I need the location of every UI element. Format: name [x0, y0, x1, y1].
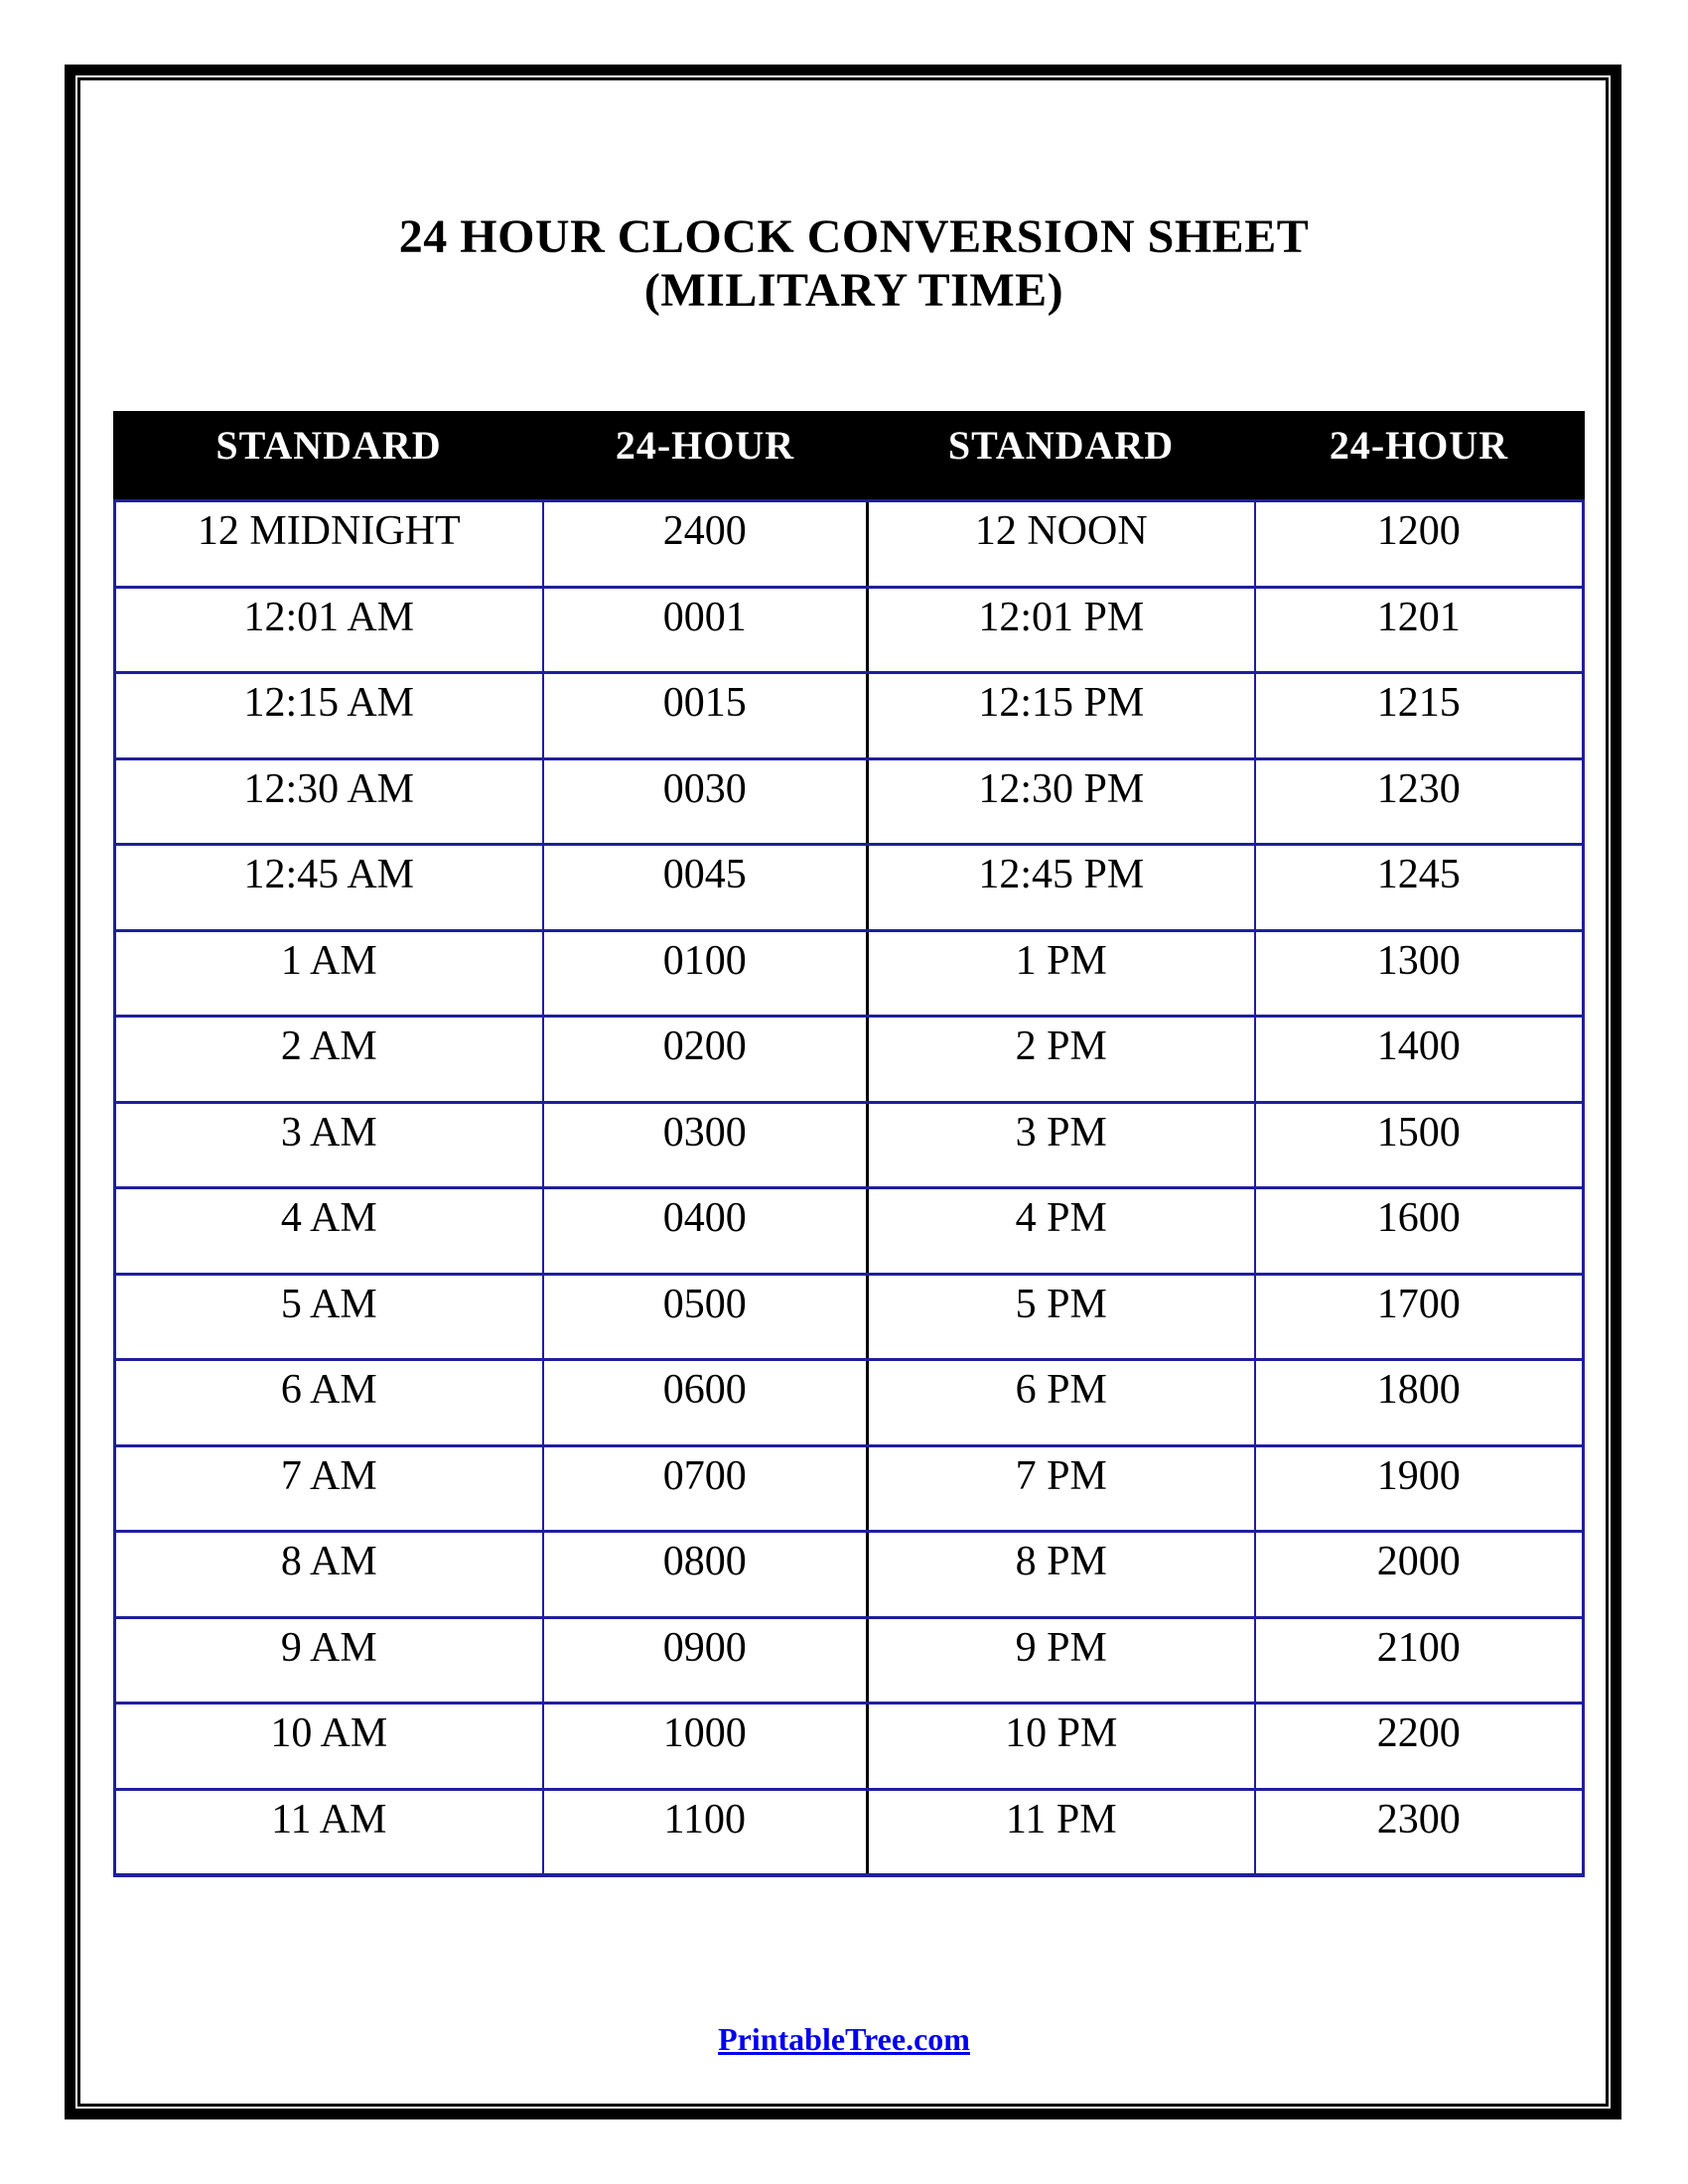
table-cell: 7 AM	[115, 1445, 543, 1532]
conversion-table-header	[115, 413, 1584, 501]
table-cell: 2400	[543, 501, 868, 588]
table-row	[115, 1617, 1584, 1704]
table-cell: 5 PM	[868, 1274, 1255, 1360]
table-cell: 6 AM	[115, 1360, 543, 1446]
table-cell: 12:01 PM	[868, 587, 1255, 673]
table-cell: 12:30 AM	[115, 758, 543, 845]
table-cell: 1800	[1255, 1360, 1584, 1446]
table-cell: 11 PM	[868, 1789, 1255, 1875]
table-cell: 12:01 AM	[115, 587, 543, 673]
table-row	[115, 501, 1584, 588]
table-cell: 7 PM	[868, 1445, 1255, 1532]
table-cell: 10 PM	[868, 1704, 1255, 1790]
col-header-standard-right: STANDARD	[868, 413, 1255, 501]
table-row	[115, 587, 1584, 673]
table-cell: 3 PM	[868, 1102, 1255, 1188]
table-cell: 2300	[1255, 1789, 1584, 1875]
table-cell: 12:45 AM	[115, 845, 543, 931]
table-cell: 0700	[543, 1445, 868, 1532]
table-cell: 8 PM	[868, 1532, 1255, 1618]
table-row	[115, 758, 1584, 845]
table-cell: 0300	[543, 1102, 868, 1188]
footer-link[interactable]: PrintableTree.com	[718, 2021, 970, 2057]
table-cell: 2200	[1255, 1704, 1584, 1790]
table-cell: 4 AM	[115, 1188, 543, 1275]
table-cell: 2 PM	[868, 1017, 1255, 1103]
table-cell: 3 AM	[115, 1102, 543, 1188]
table-cell: 1 PM	[868, 930, 1255, 1017]
table-cell: 5 AM	[115, 1274, 543, 1360]
table-cell: 9 AM	[115, 1617, 543, 1704]
table-row	[115, 1704, 1584, 1790]
table-cell: 0045	[543, 845, 868, 931]
table-cell: 10 AM	[115, 1704, 543, 1790]
table-cell: 1230	[1255, 758, 1584, 845]
table-cell: 12:30 PM	[868, 758, 1255, 845]
table-cell: 0100	[543, 930, 868, 1017]
table-cell: 0001	[543, 587, 868, 673]
table-cell: 0015	[543, 673, 868, 759]
table-cell: 11 AM	[115, 1789, 543, 1875]
table-row	[115, 1360, 1584, 1446]
conversion-table	[113, 411, 1585, 1877]
table-row	[115, 1017, 1584, 1103]
table-cell: 12:15 AM	[115, 673, 543, 759]
table-cell: 2100	[1255, 1617, 1584, 1704]
table-cell: 1700	[1255, 1274, 1584, 1360]
table-cell: 1215	[1255, 673, 1584, 759]
table-cell: 1245	[1255, 845, 1584, 931]
table-cell: 1600	[1255, 1188, 1584, 1275]
table-cell: 0200	[543, 1017, 868, 1103]
col-header-24hour-left: 24-HOUR	[543, 413, 868, 501]
header-row	[115, 413, 1584, 501]
table-row	[115, 1188, 1584, 1275]
table-cell: 8 AM	[115, 1532, 543, 1618]
table-cell: 0900	[543, 1617, 868, 1704]
table-cell: 4 PM	[868, 1188, 1255, 1275]
table-cell: 1400	[1255, 1017, 1584, 1103]
table-cell: 0400	[543, 1188, 868, 1275]
col-header-standard-left: STANDARD	[115, 413, 543, 501]
table-cell: 1100	[543, 1789, 868, 1875]
table-cell: 0500	[543, 1274, 868, 1360]
table-cell: 1500	[1255, 1102, 1584, 1188]
table-cell: 12:15 PM	[868, 673, 1255, 759]
table-cell: 0030	[543, 758, 868, 845]
table-row	[115, 845, 1584, 931]
table-cell: 2 AM	[115, 1017, 543, 1103]
table-cell: 1000	[543, 1704, 868, 1790]
table-cell: 1200	[1255, 501, 1584, 588]
page-title-line1: 24 HOUR CLOCK CONVERSION SHEET	[398, 210, 1310, 263]
table-cell: 9 PM	[868, 1617, 1255, 1704]
table-cell: 0800	[543, 1532, 868, 1618]
table-row	[115, 1102, 1584, 1188]
page-title	[79, 210, 1628, 318]
table-row	[115, 1789, 1584, 1875]
table-row	[115, 673, 1584, 759]
table-cell: 2000	[1255, 1532, 1584, 1618]
table-cell: 6 PM	[868, 1360, 1255, 1446]
conversion-table-body	[115, 501, 1584, 1875]
table-row	[115, 930, 1584, 1017]
table-row	[115, 1445, 1584, 1532]
table-cell: 1900	[1255, 1445, 1584, 1532]
col-header-24hour-right: 24-HOUR	[1255, 413, 1584, 501]
table-cell: 1300	[1255, 930, 1584, 1017]
table-row	[115, 1274, 1584, 1360]
table-cell: 12 NOON	[868, 501, 1255, 588]
table-cell: 0600	[543, 1360, 868, 1446]
footer	[0, 2021, 1688, 2058]
table-row	[115, 1532, 1584, 1618]
table-cell: 1 AM	[115, 930, 543, 1017]
table-cell: 12:45 PM	[868, 845, 1255, 931]
page-title-line2: (MILITARY TIME)	[643, 264, 1064, 317]
table-cell: 1201	[1255, 587, 1584, 673]
table-cell: 12 MIDNIGHT	[115, 501, 543, 588]
